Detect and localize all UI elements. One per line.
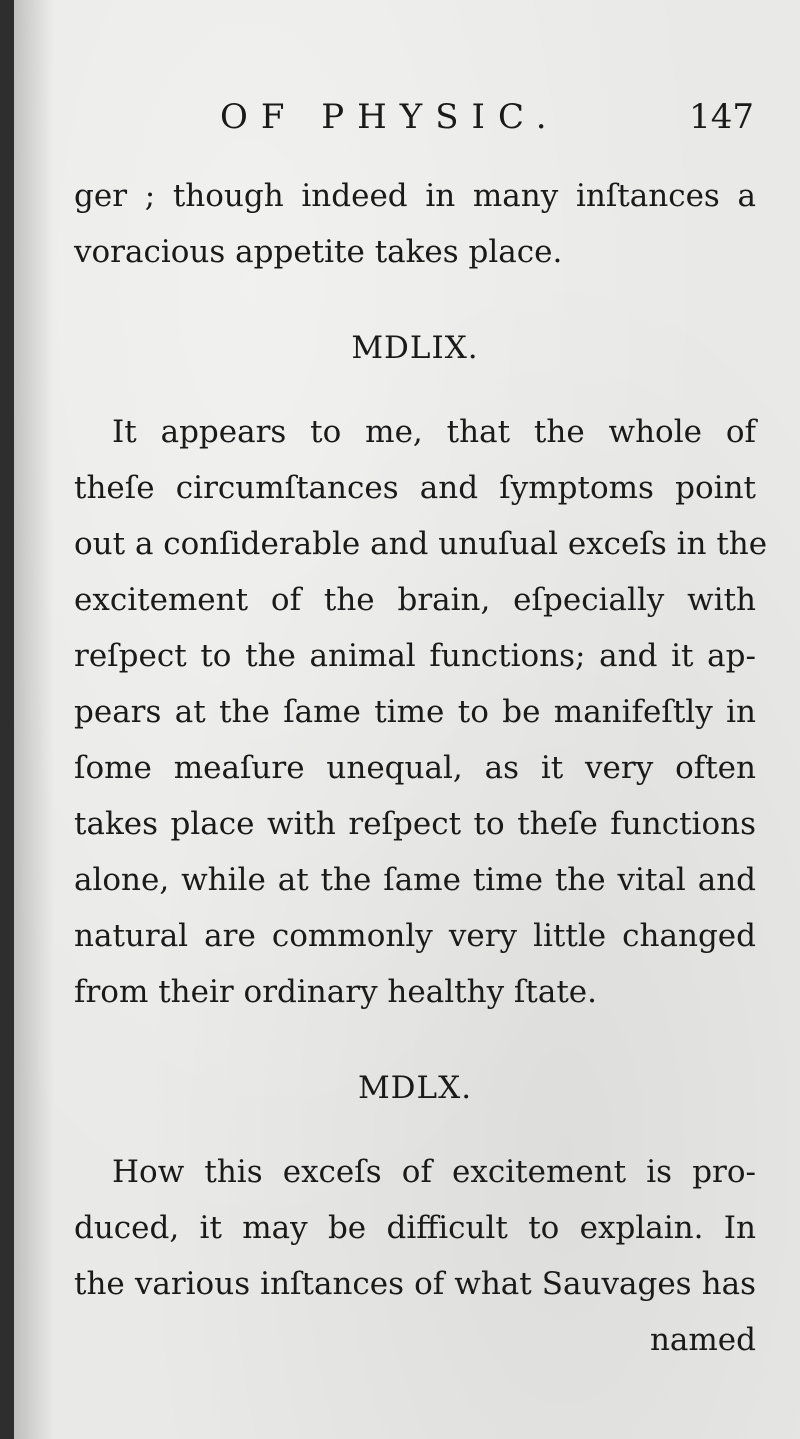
- text-line: takes place with reſpect to theſe functions: [74, 806, 756, 842]
- paragraph-continued: [74, 168, 756, 280]
- text-line: How this exceſs of excitement is pro-: [112, 1154, 756, 1190]
- book-page: [14, 0, 800, 1439]
- paragraph-mdlx: [74, 1144, 756, 1368]
- text-line: out a conſiderable and unuſual exceſs in the: [74, 526, 768, 562]
- page-number: 147: [689, 97, 754, 137]
- text-line: the various inſtances of what Sauvages has: [74, 1266, 756, 1302]
- text-line: natural are commonly very little changed: [74, 918, 756, 954]
- section-heading-mdlix: MDLIX.: [351, 330, 479, 366]
- running-title: OF PHYSIC.: [220, 97, 560, 137]
- catchword: named: [649, 1322, 756, 1358]
- text-line: voracious appetite takes place.: [74, 234, 563, 270]
- text-line: theſe circumſtances and ſymptoms point: [74, 470, 756, 506]
- text-line: It appears to me, that the whole of: [112, 414, 756, 450]
- text-line: ſome meaſure unequal, as it very often: [74, 750, 756, 786]
- text-line: ger ; though indeed in many inſtances a: [74, 178, 756, 214]
- paragraph-mdlix: [74, 404, 768, 1020]
- gutter-shadow: [14, 0, 54, 1439]
- text-line: alone, while at the ſame time the vital and: [74, 862, 756, 898]
- text-line: duced, it may be difficult to explain. In: [74, 1210, 756, 1246]
- page-header: [14, 92, 800, 142]
- text-line: pears at the ſame time to be manifeſtly in: [74, 694, 756, 730]
- text-line: excitement of the brain, eſpecially with: [74, 582, 756, 618]
- text-block: [74, 168, 768, 1368]
- text-line: from their ordinary healthy ſtate.: [74, 974, 598, 1010]
- section-heading-mdlx: MDLX.: [357, 1070, 473, 1106]
- text-line: reſpect to the animal functions; and it ap-: [74, 638, 756, 674]
